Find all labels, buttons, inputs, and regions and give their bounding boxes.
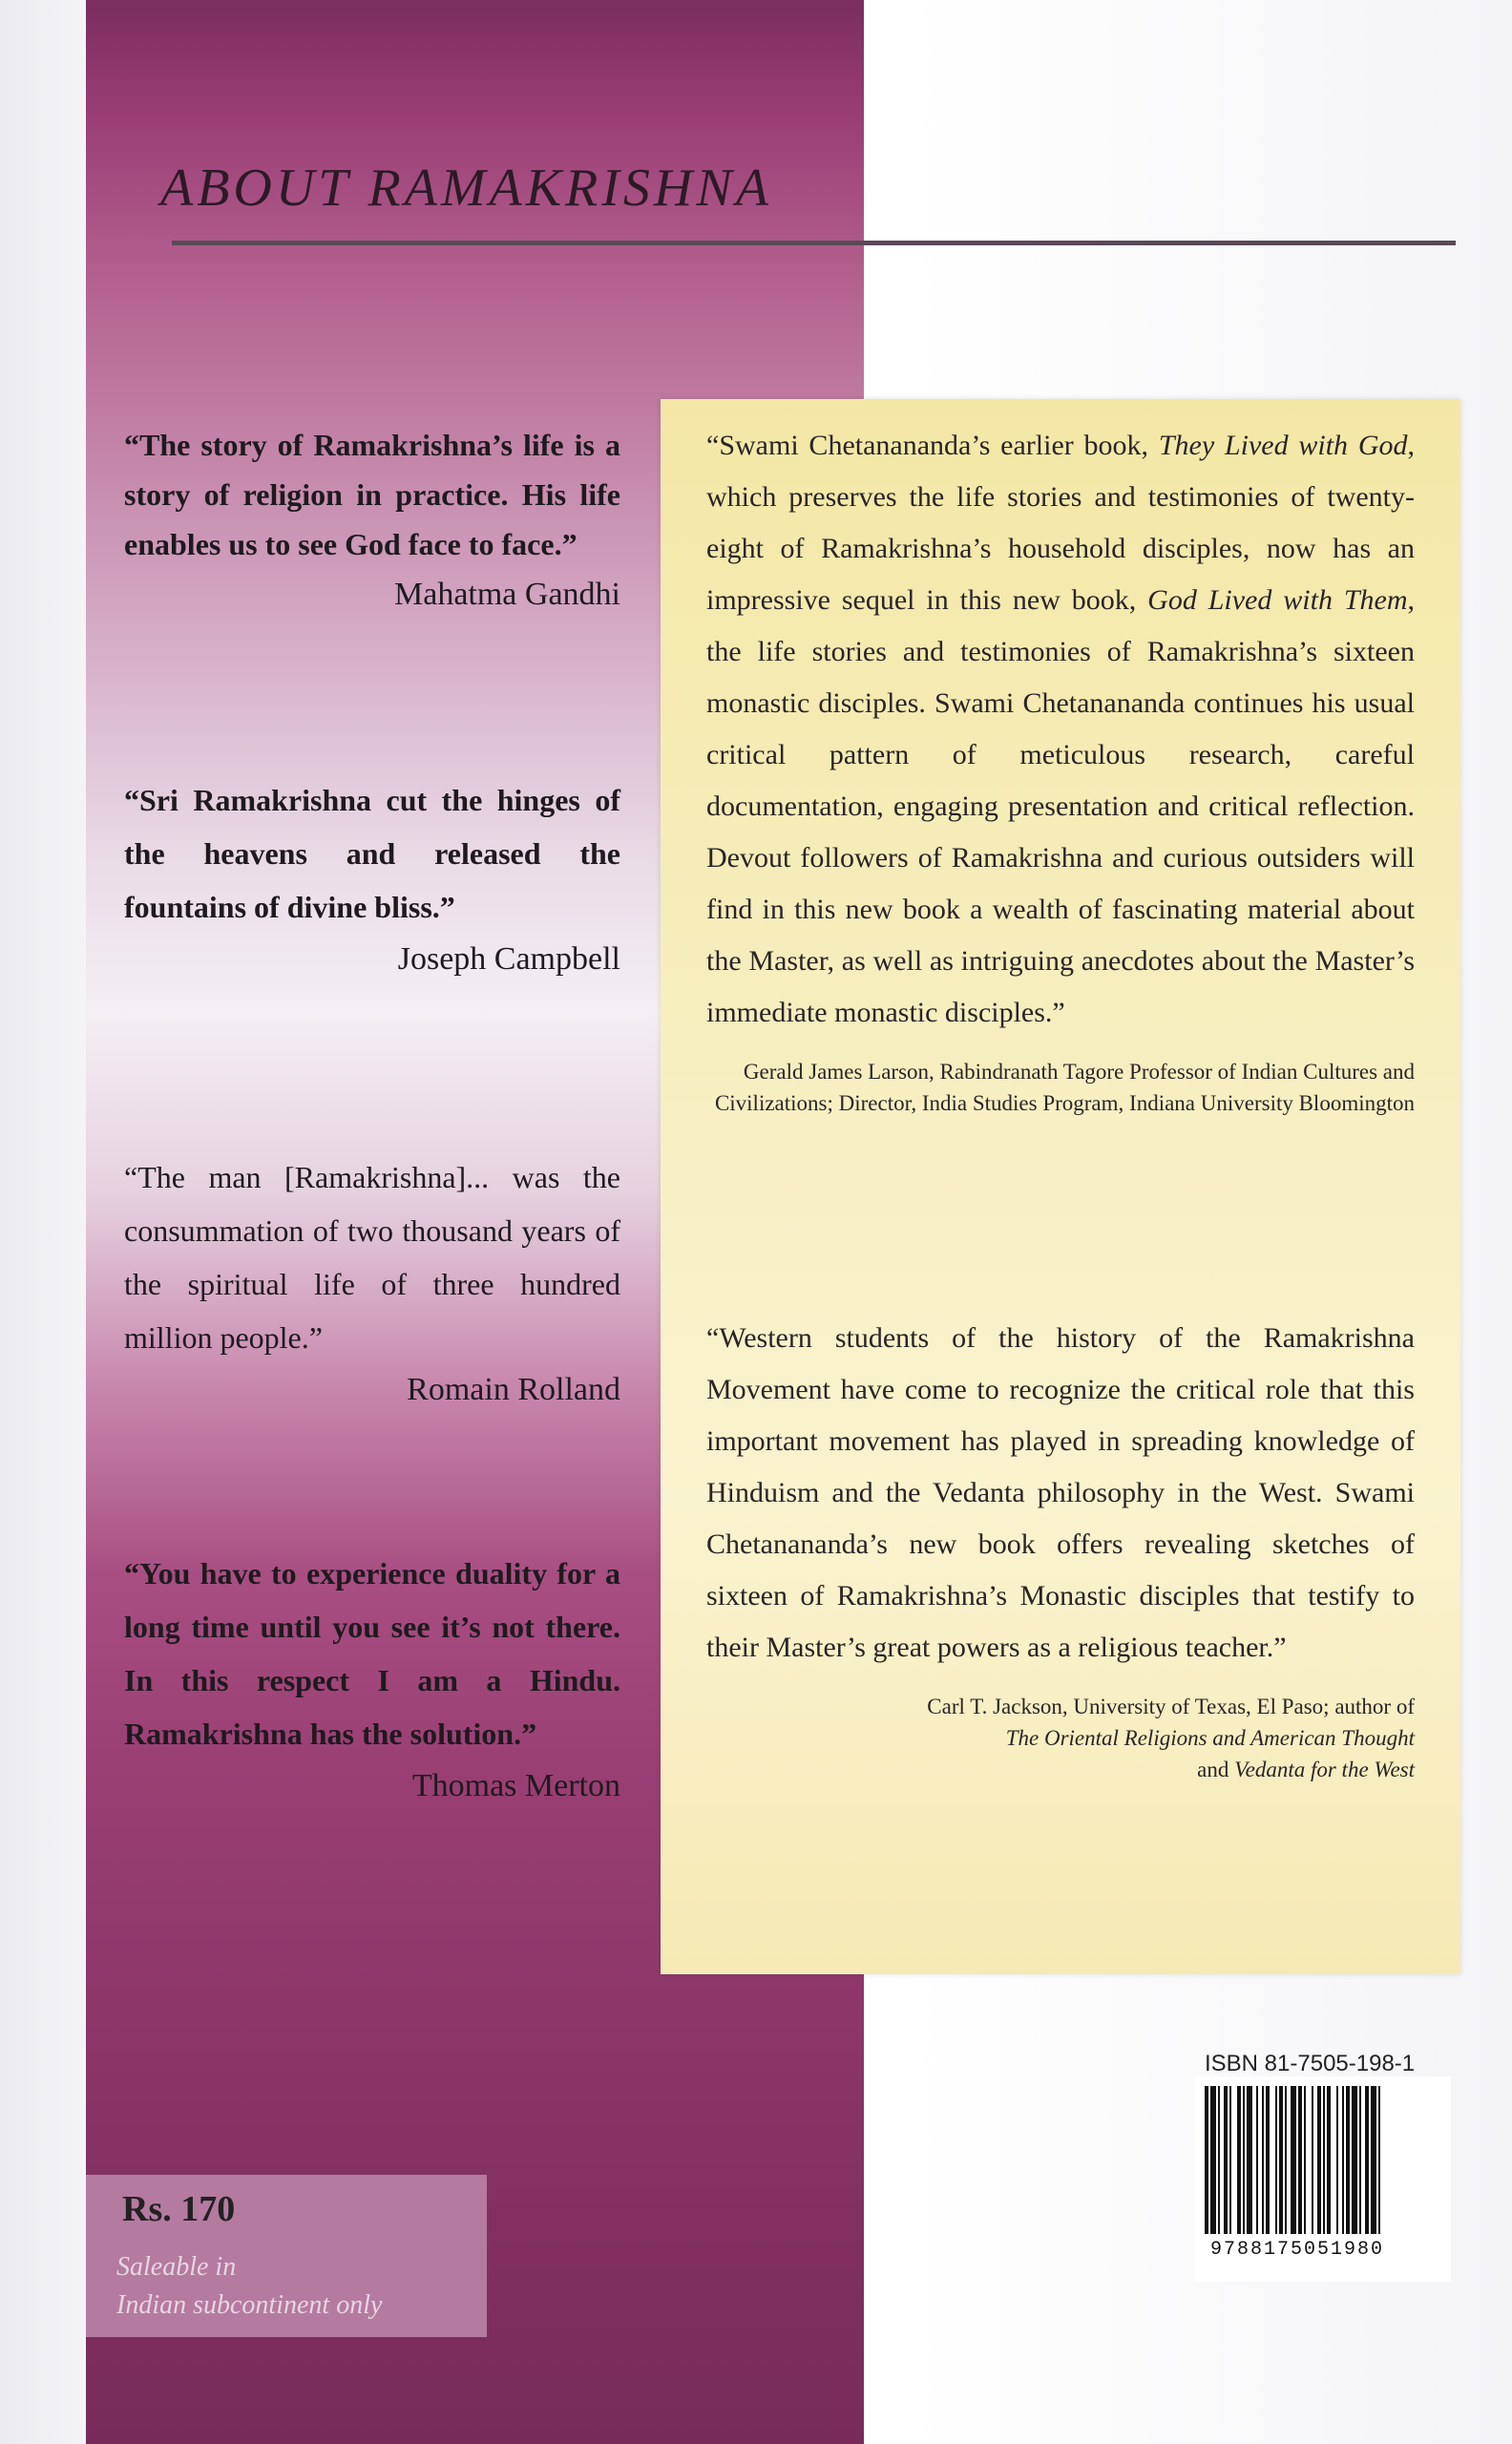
- endorsement-attribution: Carl T. Jackson, University of Texas, El Paso; author of The Oriental Religions and American Thought and Vedanta for the West: [927, 1695, 1415, 1781]
- header-rule: [172, 241, 1456, 245]
- sale-restriction-note: Saleable in Indian subcontinent only: [116, 2252, 383, 2320]
- quote-text: “The man [Ramakrishna]... was the consummation of two thousand years of the spiritual life of three hundred million people.”: [124, 1160, 620, 1355]
- quote-merton: [124, 1547, 620, 1804]
- endorsement-text: “Western students of the history of the Ramakrishna Movement have come to recognize the critical role that this important movement has played in spreading knowledge of Hinduism and the Vedanta philosophy in the West. Swami Chetanananda’s new book offers revealing sketches of sixteen of Ramakrishna’s Monastic disciples that testify to their Master’s great powers as a religious teacher.”: [706, 1322, 1415, 1663]
- book-title: Vedanta for the West: [1234, 1758, 1415, 1781]
- title-part2: RAMAKRISHNA: [368, 158, 772, 218]
- quote-author: Mahatma Gandhi: [394, 577, 620, 612]
- endorsement-jackson: [706, 1313, 1415, 1785]
- quote-text: “The story of Ramakrishna’s life is a story of religion in practice. His life enables us to see God face to face.”: [124, 428, 620, 561]
- endorsement-larson: [706, 420, 1415, 1119]
- quote-author: Thomas Merton: [411, 1768, 620, 1803]
- barcode-icon: [1205, 2086, 1443, 2239]
- quote-campbell: [124, 773, 620, 978]
- endorsement-text: “Swami Chetanananda’s earlier book, They Lived with God, which preserves the life stories and testimonies of twenty-eight of Ramakrishna’s household disciples, now has an impressive sequel in this new book, God Lived with Them, the life stories and testimonies of Ramakrishna’s sixteen monastic disciples. Swami Chetanananda continues his usual critical pattern of meticulous research, careful documentation, engaging presentation and critical reflection. Devout followers of Ramakrishna and curious outsiders will find in this new book a wealth of fascinating material about the Master, as well as intriguing anecdotes about the Master’s immediate monastic disciples.”: [706, 430, 1415, 1028]
- price-label: Rs. 170: [122, 2189, 236, 2229]
- quote-author: Romain Rolland: [407, 1372, 620, 1407]
- quote-text: “Sri Ramakrishna cut the hinges of the heavens and released the fountains of divine bliss.”: [124, 783, 620, 924]
- book-title: They Lived with God: [1158, 430, 1408, 461]
- barcode-digits: 9788175051980: [1210, 2239, 1385, 2261]
- isbn-label: ISBN 81-7505-198-1: [1205, 2051, 1416, 2076]
- section-title: [160, 158, 772, 219]
- quote-author: Joseph Campbell: [397, 941, 620, 977]
- book-title: God Lived with Them: [1147, 584, 1408, 616]
- quote-gandhi: [124, 420, 620, 613]
- endorsement-attribution: Gerald James Larson, Rabindranath Tagore Professor of Indian Cultures and Civilizations; Director, India Studies Program, Indiana University Bloomington: [714, 1060, 1415, 1115]
- book-title: The Oriental Religions and American Thought: [1005, 1726, 1415, 1750]
- quote-text: “You have to experience duality for a long time until you see it’s not there. In this respect I am a Hindu. Ramakrishna has the solution.”: [124, 1556, 620, 1751]
- title-part1: ABOUT: [160, 158, 351, 218]
- quote-rolland: [124, 1150, 620, 1408]
